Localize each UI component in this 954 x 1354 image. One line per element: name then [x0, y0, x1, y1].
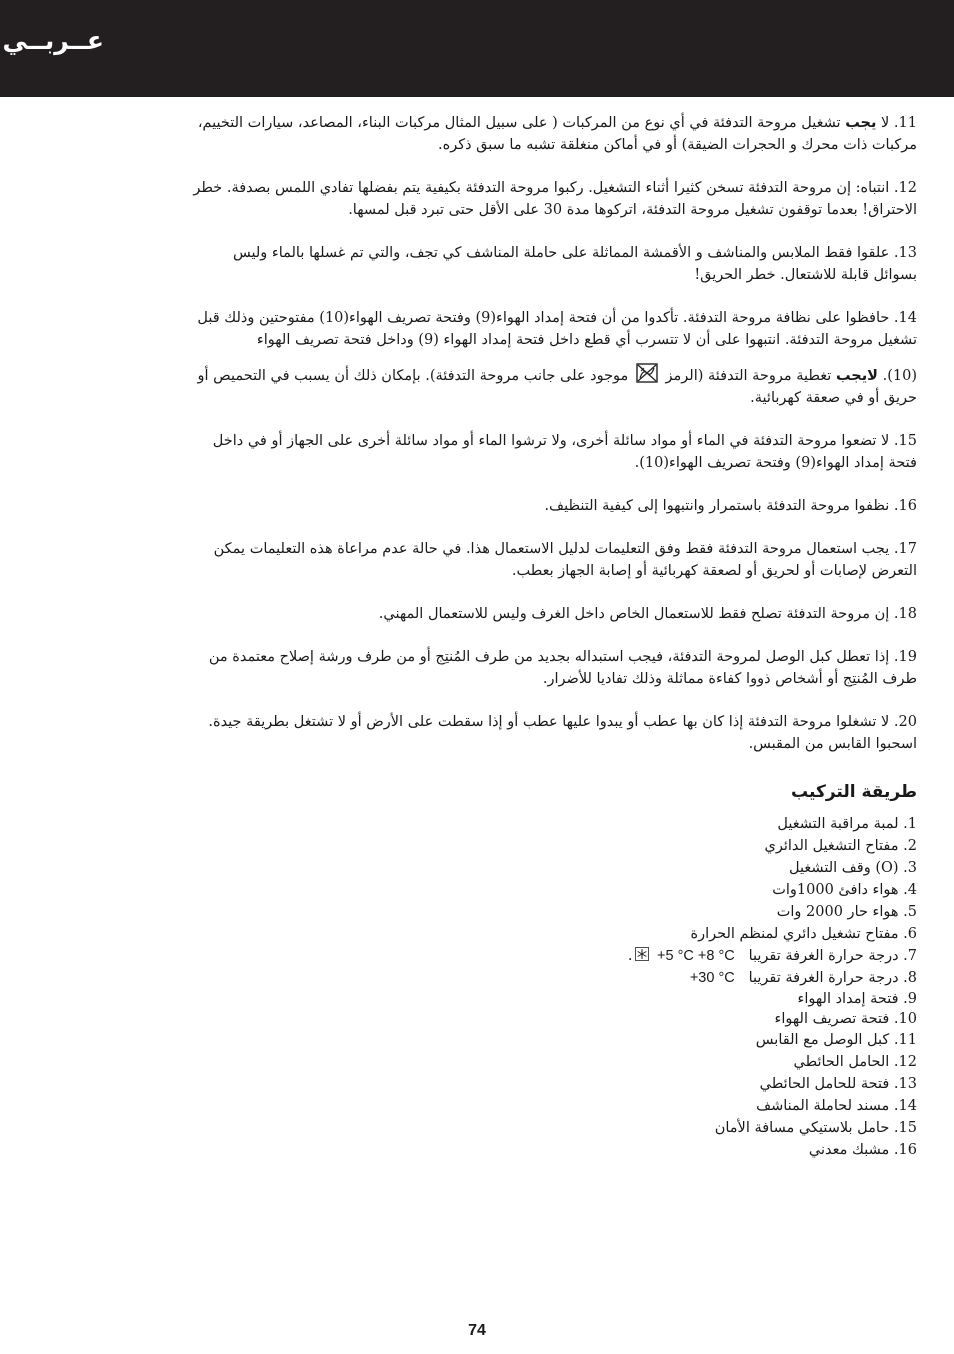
parts-list — [190, 813, 917, 1161]
safety-item-19: 19. إذا تعطل كبل الوصل لمروحة التدفئة، فيجب استبداله بجديد من طرف المُنتِج أو من طرف ورشة إصلاح معتمدة من طرف المُنتِج أو أشخاص ذووا كفاءة مماثلة وذلك تفاديا للأضرار. — [208, 649, 917, 687]
list-item: 16. مشبك معدني — [808, 1142, 917, 1158]
section-title-assembly: طريقة التركيب — [791, 782, 917, 802]
list-item: 2. مفتاح التشغيل الدائري — [764, 838, 917, 854]
list-item: 11. كبل الوصل مع القابس — [755, 1032, 917, 1048]
safety-item-11: 11. لا يجب تشغيل مروحة التدفئة في أي نوع من المركبات ( على سبيل المثال مركبات البناء، المصاعد، سيارات التخييم، مركبات ذات محرك و الحجرات الضيقة) أو في أماكن منغلقة تشبه ما سبق ذكره. — [197, 115, 917, 153]
safety-item-13: 13. علقوا فقط الملابس والمناشف و الأقمشة المماثلة على حاملة المناشف كي تجف، والتي تم غسلها بالماء وليس بسوائل قابلة للاشتعال. خطر الحريق! — [232, 245, 917, 283]
safety-item-20: 20. لا تشغلوا مروحة التدفئة إذا كان بها عطب أو يبدوا عليها عطب أو إذا سقطت على الأرض أو لا تشتغل بطريقة جيدة. اسحبوا القابس من المقبس. — [208, 714, 917, 752]
safety-item-15: 15. لا تضعوا مروحة التدفئة في الماء أو مواد سائلة أخرى، ولا ترشوا الماء أو مواد سائلة أخرى على الجهاز أو في داخل فتحة إمداد الهواء(9) وفتحة تصريف الهواء(10). — [212, 433, 917, 471]
list-item: 1. لمبة مراقبة التشغيل — [777, 816, 917, 832]
list-item: 3. (O) وقف التشغيل — [789, 860, 917, 876]
list-item: 10. فتحة تصريف الهواء — [774, 1011, 917, 1027]
document-body — [190, 112, 917, 1161]
list-item: 13. فتحة للحامل الحائطي — [759, 1076, 917, 1092]
safety-item-18: 18. إن مروحة التدفئة تصلح فقط للاستعمال الخاص داخل الغرف وليس للاستعمال المهني. — [378, 606, 917, 622]
page-number: 74 — [468, 1322, 486, 1339]
safety-item-12: 12. انتباه: إن مروحة التدفئة تسخن كثيرا أثناء التشغيل. ركبوا مروحة التدفئة بكيفية يتم بفضلها تفادي اللمس بصدفة. خطر الاحتراق! بعدما توقفون تشغيل مروحة التدفئة، اتركوها مدة 30 على الأقل حتى تبرد قبل لمسها. — [193, 180, 917, 218]
list-item: 4. هواء دافئ 1000وات — [772, 882, 917, 898]
page-header — [0, 0, 954, 97]
language-title: عــربــي — [2, 26, 104, 55]
list-item: 5. هواء حار 2000 وات — [776, 904, 917, 920]
snowflake-icon — [635, 946, 649, 960]
safety-item-16: 16. نظفوا مروحة التدفئة باستمرار وانتبهوا إلى كيفية التنظيف. — [544, 498, 917, 514]
safety-item-17: 17. يجب استعمال مروحة التدفئة فقط وفق التعليمات لدليل الاستعمال هذا. في حالة عدم مراعاة هذه التعليمات يمكن التعرض لإصابات أو لحريق أو لصعقة كهربائية أو إصابة الجهاز بعطب. — [213, 541, 917, 579]
temperature-range: +5 °C +8 °C — [657, 948, 735, 964]
list-item: 14. مسند لحاملة المناشف — [756, 1098, 917, 1114]
safety-item-14: 14. حافظوا على نظافة مروحة التدفئة. تأكدوا من أن فتحة إمداد الهواء(9) وفتحة تصريف الهواء(10) مفتوحتين وذلك قبل تشغيل مروحة التدفئة. انتبهوا على أن لا تتسرب أي قطع داخل فتحة إمداد الهواء (9) وداخل فتحة تصريف الهواء — [197, 310, 917, 348]
emphasis-must-not: يجب — [845, 115, 877, 131]
do-not-cover-icon — [636, 363, 658, 383]
list-item: 9. فتحة إمداد الهواء — [797, 991, 917, 1007]
emphasis-must-not: لايجب — [835, 368, 878, 384]
list-item: 6. مفتاح تشغيل دائري لمنظم الحرارة — [690, 926, 917, 942]
list-item: 12. الحامل الحائطي — [793, 1054, 917, 1070]
temperature-value: +30 °C — [689, 970, 735, 986]
list-item: 8. درجة حرارة الغرفة تقريبا +30 °C — [689, 970, 917, 986]
list-item: 15. حامل بلاستيكي مسافة الأمان — [714, 1120, 917, 1136]
list-item: 7. درجة حرارة الغرفة تقريبا +5 °C +8 °C . — [627, 948, 917, 964]
safety-item-14-cover-warning: (10). لايجب تغطية مروحة التدفئة (الرمز موجود على جانب مروحة التدفئة). بإمكان ذلك أن يسبب في التحميص أو حريق أو في صعقة كهربائية. — [190, 363, 917, 409]
